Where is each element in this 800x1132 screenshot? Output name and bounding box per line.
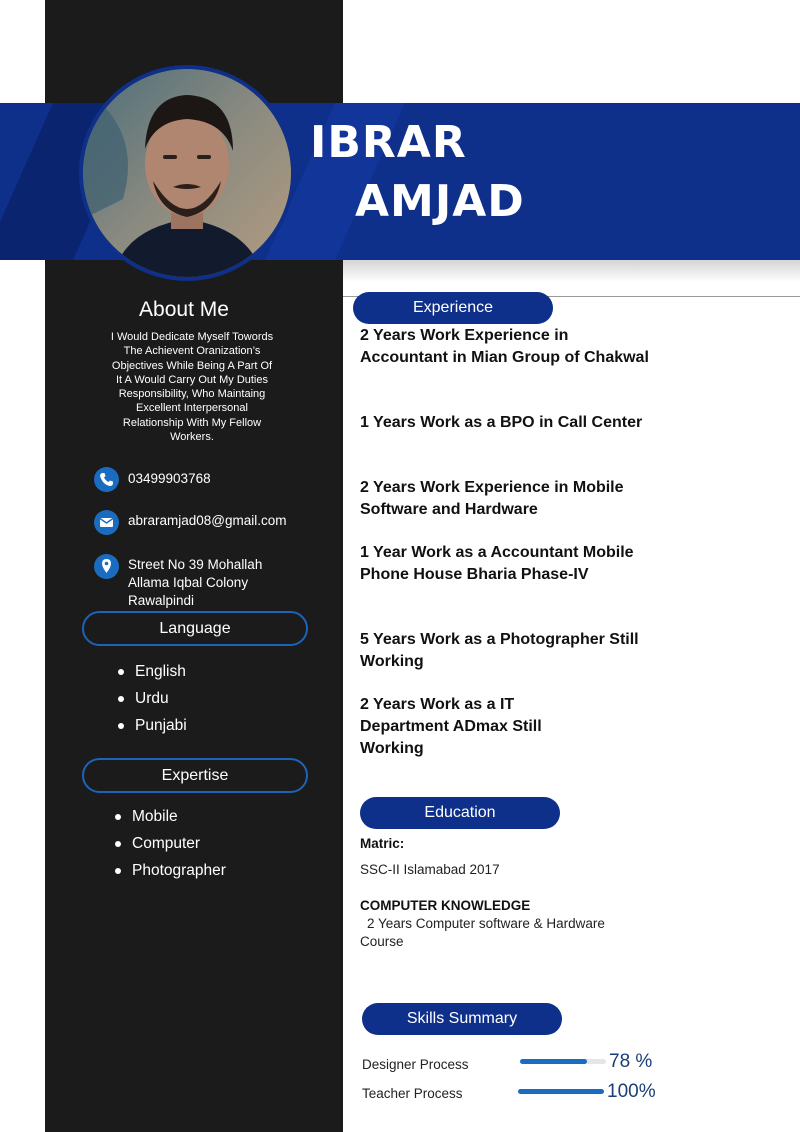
- list-item: Punjabi: [118, 712, 187, 739]
- location-pin-icon: [94, 554, 119, 579]
- expertise-list: [115, 803, 226, 884]
- list-item: English: [118, 658, 187, 685]
- last-name: AMJAD: [355, 176, 525, 227]
- about-title: About Me: [139, 298, 229, 321]
- phone-icon: [94, 467, 119, 492]
- address-line: Allama Iqbal Colony: [128, 575, 249, 590]
- mail-icon: [94, 510, 119, 535]
- address-line: Street No 39 Mohallah: [128, 557, 263, 572]
- education-heading: Education: [360, 797, 560, 829]
- experience-item: 2 Years Work Experience in Accountant in Mian Group of Chakwal: [360, 327, 649, 366]
- skill-bar: [518, 1089, 604, 1094]
- skill-bar: [520, 1059, 606, 1064]
- skill-percent: 100%: [607, 1081, 656, 1102]
- skills-heading: Skills Summary: [362, 1003, 562, 1035]
- computer-knowledge-text: 2 Years Computer software & Hardware Course: [360, 916, 605, 949]
- computer-knowledge-label: COMPUTER KNOWLEDGE: [360, 898, 531, 913]
- list-item: Computer: [115, 830, 226, 857]
- address: [128, 556, 262, 610]
- skill-percent: 78 %: [609, 1051, 653, 1072]
- expertise-heading: Expertise: [82, 758, 308, 793]
- experience-item: 5 Years Work as a Photographer Still Working: [360, 631, 639, 670]
- list-item: Urdu: [118, 685, 187, 712]
- skill-bar-fill: [518, 1089, 604, 1094]
- skill-label: Teacher Process: [362, 1086, 463, 1101]
- phone-number: 03499903768: [128, 471, 211, 486]
- banner-shadow: [343, 260, 800, 282]
- skill-label: Designer Process: [362, 1057, 469, 1072]
- experience-item: 1 Year Work as a Accountant Mobile Phone House Bharia Phase-IV: [360, 544, 634, 583]
- first-name: IBRAR: [310, 117, 467, 168]
- profile-photo-image: [83, 69, 291, 277]
- list-item: Photographer: [115, 857, 226, 884]
- experience-item: 2 Years Work as a IT Department ADmax Still Working: [360, 696, 542, 757]
- profile-photo: [79, 65, 295, 281]
- email-address: abraramjad08@gmail.com: [128, 513, 287, 528]
- list-item: Mobile: [115, 803, 226, 830]
- language-list: [118, 658, 187, 739]
- experience-item: 2 Years Work Experience in Mobile Software and Hardware: [360, 479, 624, 518]
- about-text: I Would Dedicate Myself Towords The Achievent Oranization’s Objectives While Being A Part Of It A Would Carry Out My Duties Responsibility, Who Maintaing Excellent Interpersonal Relationship With My Fellow Workers.: [110, 331, 274, 444]
- experience-item: 1 Years Work as a BPO in Call Center: [360, 414, 643, 431]
- matric-text: SSC-II Islamabad 2017: [360, 862, 500, 877]
- skill-bar-fill: [520, 1059, 587, 1064]
- experience-heading: Experience: [353, 292, 553, 324]
- matric-label: Matric:: [360, 836, 405, 851]
- language-heading: Language: [82, 611, 308, 646]
- address-line: Rawalpindi: [128, 593, 195, 608]
